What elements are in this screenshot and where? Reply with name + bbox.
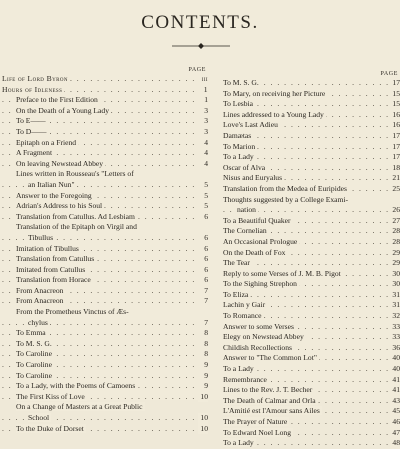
toc-entry-page: 10 xyxy=(198,424,208,435)
toc-entry xyxy=(223,131,400,142)
page-column-header-right: PAGE xyxy=(380,71,398,77)
toc-entry-page: 31 xyxy=(390,300,400,311)
toc-entry xyxy=(2,222,208,233)
toc-entry-title: To a Lady xyxy=(223,364,254,374)
toc-entry-title: Preface to the First Edition xyxy=(16,95,98,105)
toc-entry xyxy=(223,248,400,259)
toc-entry xyxy=(2,360,208,371)
toc-entry xyxy=(2,318,208,329)
toc-entry xyxy=(223,120,400,131)
toc-entry-title: An Occasional Prologue xyxy=(223,236,298,246)
toc-entry-page: 16 xyxy=(390,110,400,121)
toc-entry xyxy=(223,279,400,290)
toc-entry-title: Imitation of Tibullus xyxy=(16,243,79,253)
toc-entry-title: To the Sighing Strephon xyxy=(223,279,297,289)
toc-entry-title: To E—— xyxy=(16,116,46,126)
toc-entry-page: iii xyxy=(198,74,208,85)
toc-entry xyxy=(223,110,400,121)
toc-entry xyxy=(2,244,208,255)
toc-entry-page: 17 xyxy=(390,152,400,163)
toc-entry-page: 6 xyxy=(198,233,208,244)
toc-entry xyxy=(223,205,400,216)
toc-entry-page: 15 xyxy=(390,89,400,100)
toc-entry xyxy=(2,371,208,382)
toc-entry xyxy=(223,385,400,396)
toc-entry-title: Thoughts suggested by a College Exami- xyxy=(223,194,349,204)
toc-entry xyxy=(223,216,400,227)
toc-entry xyxy=(2,95,208,106)
toc-entry xyxy=(2,148,208,159)
toc-entry-page: 27 xyxy=(390,216,400,227)
toc-entry xyxy=(223,269,400,280)
toc-entry-page: 3 xyxy=(198,106,208,117)
toc-entry xyxy=(223,226,400,237)
toc-entry-page: 32 xyxy=(390,311,400,322)
toc-entry-page: 29 xyxy=(390,258,400,269)
toc-entry xyxy=(2,381,208,392)
toc-entry-title: Elegy on Newstead Abbey xyxy=(223,332,304,342)
page-title: CONTENTS. xyxy=(141,12,259,33)
toc-entry-title: Imitated from Catullus xyxy=(16,264,86,274)
toc-entry xyxy=(223,152,400,163)
toc-entry xyxy=(223,300,400,311)
toc-entry-page: 25 xyxy=(390,184,400,195)
toc-entry-page: 5 xyxy=(198,180,208,191)
toc-entry xyxy=(2,328,208,339)
toc-entry-page: 9 xyxy=(198,360,208,371)
toc-entry-title: Answer to "The Common Lot" xyxy=(223,353,317,363)
toc-entry-page: 46 xyxy=(390,417,400,428)
page-column-header-left: PAGE xyxy=(188,67,206,73)
toc-entry-page: 40 xyxy=(390,353,400,364)
toc-entry-page: 17 xyxy=(390,142,400,153)
toc-entry-title: The Prayer of Nature xyxy=(223,417,288,426)
toc-entry-page: 6 xyxy=(198,265,208,276)
toc-entry-title: To a Beautiful Quaker xyxy=(223,215,291,225)
contents-left-column xyxy=(2,66,208,434)
toc-entry-title: Reply to some Verses of J. M. B. Pigot xyxy=(223,268,341,278)
toc-entry xyxy=(2,127,208,138)
right-entry-list xyxy=(223,78,400,449)
toc-entry xyxy=(2,265,208,276)
toc-entry-title: To the Duke of Dorset xyxy=(16,423,84,433)
toc-entry xyxy=(2,201,208,212)
toc-entry-title: To M. S. G. xyxy=(16,338,52,348)
toc-entry-title: Damætas xyxy=(223,130,252,140)
toc-entry-page: 47 xyxy=(390,428,400,439)
toc-entry-page: 40 xyxy=(390,364,400,375)
toc-entry-title: To a Lady xyxy=(223,438,254,448)
toc-entry-page: 4 xyxy=(198,148,208,159)
toc-entry-title: To Caroline xyxy=(16,349,52,359)
toc-entry-page: 41 xyxy=(390,375,400,386)
toc-entry-title: Lines to the Rev. J. T. Becher xyxy=(223,385,313,395)
toc-entry-page: 28 xyxy=(390,237,400,248)
toc-entry xyxy=(223,237,400,248)
toc-entry-title: The Death of Calmar and Orla xyxy=(223,395,316,405)
toc-entry-page: 7 xyxy=(198,286,208,297)
toc-entry-title: On leaving Newstead Abbey xyxy=(16,158,104,168)
toc-entry xyxy=(223,375,400,386)
toc-entry-title: To Romance xyxy=(223,311,262,321)
toc-entry-title: To Caroline xyxy=(16,360,52,370)
toc-entry-page: 6 xyxy=(198,212,208,223)
toc-entry-title: Childish Recollections xyxy=(223,342,292,352)
toc-entry xyxy=(2,339,208,350)
toc-entry xyxy=(2,74,208,85)
ornament-divider xyxy=(172,43,230,49)
toc-entry xyxy=(223,353,400,364)
toc-entry xyxy=(2,138,208,149)
toc-entry-page: 8 xyxy=(198,339,208,350)
toc-entry xyxy=(223,258,400,269)
toc-entry-title: School xyxy=(28,413,50,422)
toc-entry xyxy=(223,99,400,110)
toc-entry xyxy=(223,438,400,449)
toc-entry-page: 8 xyxy=(198,349,208,360)
toc-entry-page: 3 xyxy=(198,127,208,138)
toc-entry xyxy=(2,349,208,360)
toc-entry-title: To D—— xyxy=(16,126,47,136)
toc-entry-title: To a Lady xyxy=(223,152,254,162)
toc-entry-title: To Caroline xyxy=(16,370,52,380)
toc-entry-page: 7 xyxy=(198,318,208,329)
toc-entry xyxy=(2,159,208,170)
toc-entry xyxy=(223,311,400,322)
toc-entry-page: 7 xyxy=(198,296,208,307)
toc-entry-page: 4 xyxy=(198,159,208,170)
toc-entry-page: 31 xyxy=(390,290,400,301)
toc-entry-title: The Tear xyxy=(223,258,250,268)
toc-entry-title: Lachin y Gair xyxy=(223,300,266,310)
toc-entry-page: 1 xyxy=(198,85,208,96)
toc-entry-page: 15 xyxy=(390,99,400,110)
toc-entry-title: To Eliza xyxy=(223,289,249,299)
toc-entry-page: 6 xyxy=(198,244,208,255)
toc-entry-page: 26 xyxy=(390,205,400,216)
toc-entry-title: Nisus and Euryalus xyxy=(223,173,283,183)
toc-entry-title: To Mary, on receiving her Picture xyxy=(223,88,326,98)
toc-entry-title: The Cornelian xyxy=(223,226,267,236)
toc-entry-page: 21 xyxy=(390,173,400,184)
toc-entry-page: 28 xyxy=(390,226,400,237)
contents-right-column xyxy=(223,70,400,449)
toc-entry-title: From the Prometheus Vinctus of Æs- xyxy=(16,307,129,317)
toc-entry xyxy=(2,286,208,297)
toc-entry-page: 3 xyxy=(198,116,208,127)
toc-entry xyxy=(2,402,208,413)
toc-entry xyxy=(223,396,400,407)
toc-entry-page: 36 xyxy=(390,343,400,354)
toc-entry-title: To Marion xyxy=(223,141,256,151)
toc-entry-page: 16 xyxy=(390,120,400,131)
toc-entry xyxy=(2,191,208,202)
toc-entry xyxy=(223,142,400,153)
toc-entry-title: Translation from Horace xyxy=(16,275,91,285)
toc-entry xyxy=(223,322,400,333)
toc-entry-title: Translation of the Epitaph on Virgil and xyxy=(16,222,137,232)
toc-entry xyxy=(2,254,208,265)
toc-entry-title: chylus xyxy=(28,317,48,327)
toc-entry-title: Epitaph on a Friend xyxy=(16,137,77,147)
toc-entry-title: On the Death of a Young Lady xyxy=(16,105,110,115)
toc-entry xyxy=(2,424,208,435)
toc-entry xyxy=(223,78,400,89)
toc-entry-title: Hours of Idleness xyxy=(2,84,63,94)
toc-entry-title: Translation from Catullus. Ad Lesbiam xyxy=(16,211,135,221)
toc-entry-title: A Fragment xyxy=(16,148,53,158)
toc-entry-title: Answer to some Verses xyxy=(223,321,294,331)
toc-entry xyxy=(2,392,208,403)
toc-entry xyxy=(223,184,400,195)
toc-entry-title: To Emma xyxy=(16,328,46,338)
toc-entry xyxy=(2,307,208,318)
toc-entry-title: To a Lady, with the Poems of Camoens xyxy=(16,381,136,391)
toc-entry-title: To Lesbia xyxy=(223,99,254,109)
toc-entry-title: Lines written in Rousseau's "Letters of xyxy=(16,169,134,179)
toc-entry xyxy=(223,173,400,184)
toc-entry xyxy=(2,116,208,127)
toc-entry xyxy=(223,290,400,301)
toc-entry-title: Adrian's Address to his Soul xyxy=(16,201,103,211)
toc-entry xyxy=(2,296,208,307)
toc-entry xyxy=(2,413,208,424)
toc-entry xyxy=(223,343,400,354)
toc-entry xyxy=(223,195,400,206)
toc-entry-title: On the Death of Fox xyxy=(223,247,286,257)
toc-entry-title: nation xyxy=(237,205,256,215)
toc-entry-title: Remembrance xyxy=(223,374,267,384)
toc-entry xyxy=(2,212,208,223)
toc-entry-title: From Anacreon xyxy=(16,296,64,306)
toc-entry-title: The First Kiss of Love xyxy=(16,391,85,401)
toc-entry-page: 10 xyxy=(198,413,208,424)
toc-entry xyxy=(223,163,400,174)
toc-entry xyxy=(2,106,208,117)
toc-entry-title: From Anacreon xyxy=(16,285,64,295)
toc-entry-page: 8 xyxy=(198,328,208,339)
toc-entry-page: 6 xyxy=(198,254,208,265)
toc-entry-page: 48 xyxy=(390,438,400,449)
toc-entry-page: 30 xyxy=(390,279,400,290)
toc-entry-page: 17 xyxy=(390,78,400,89)
toc-entry xyxy=(223,89,400,100)
toc-entry-title: Answer to the Foregoing xyxy=(16,190,92,200)
toc-entry-page: 5 xyxy=(198,201,208,212)
toc-entry-title: Translation from Catullus xyxy=(16,254,95,264)
toc-entry-page: 9 xyxy=(198,381,208,392)
left-entry-list xyxy=(2,74,208,434)
toc-entry-title: Translation from the Medea of Euripides xyxy=(223,183,347,193)
toc-entry-page: 45 xyxy=(390,406,400,417)
toc-entry-page: 43 xyxy=(390,396,400,407)
toc-entry-title: To M. S. G. xyxy=(223,78,259,87)
toc-entry-title: an Italian Nun" xyxy=(28,179,75,189)
toc-entry-title: To Edward Noel Long xyxy=(223,427,292,437)
toc-entry-page: 18 xyxy=(390,163,400,174)
toc-entry-title: Oscar of Alva xyxy=(223,162,266,172)
toc-entry-title: Lines addressed to a Young Lady xyxy=(223,109,324,119)
toc-entry xyxy=(2,275,208,286)
toc-entry xyxy=(223,406,400,417)
toc-entry-page: 10 xyxy=(198,392,208,403)
toc-entry xyxy=(223,428,400,439)
toc-entry-page: 9 xyxy=(198,371,208,382)
toc-entry-page: 30 xyxy=(390,269,400,280)
toc-entry-title: Tibullus xyxy=(28,232,54,242)
toc-entry-page: 17 xyxy=(390,131,400,142)
toc-entry-page: 41 xyxy=(390,385,400,396)
toc-entry-page: 29 xyxy=(390,248,400,259)
toc-entry-page: 6 xyxy=(198,275,208,286)
toc-entry xyxy=(223,332,400,343)
toc-entry-page: 33 xyxy=(390,332,400,343)
toc-entry xyxy=(223,417,400,428)
toc-entry-title: L'Amitié est l'Amour sans Ailes xyxy=(223,406,320,416)
toc-entry-page: 4 xyxy=(198,138,208,149)
toc-entry xyxy=(2,180,208,191)
toc-entry-title: Love's Last Adieu xyxy=(223,120,278,130)
toc-entry-title: On a Change of Masters at a Great Public xyxy=(16,402,143,412)
toc-entry-title: Life of Lord Byron xyxy=(2,74,68,83)
toc-entry xyxy=(2,169,208,180)
toc-entry xyxy=(2,233,208,244)
toc-entry xyxy=(2,85,208,96)
toc-entry-page: 1 xyxy=(198,95,208,106)
toc-entry-page: 33 xyxy=(390,322,400,333)
toc-entry xyxy=(223,364,400,375)
toc-entry-page: 5 xyxy=(198,191,208,202)
